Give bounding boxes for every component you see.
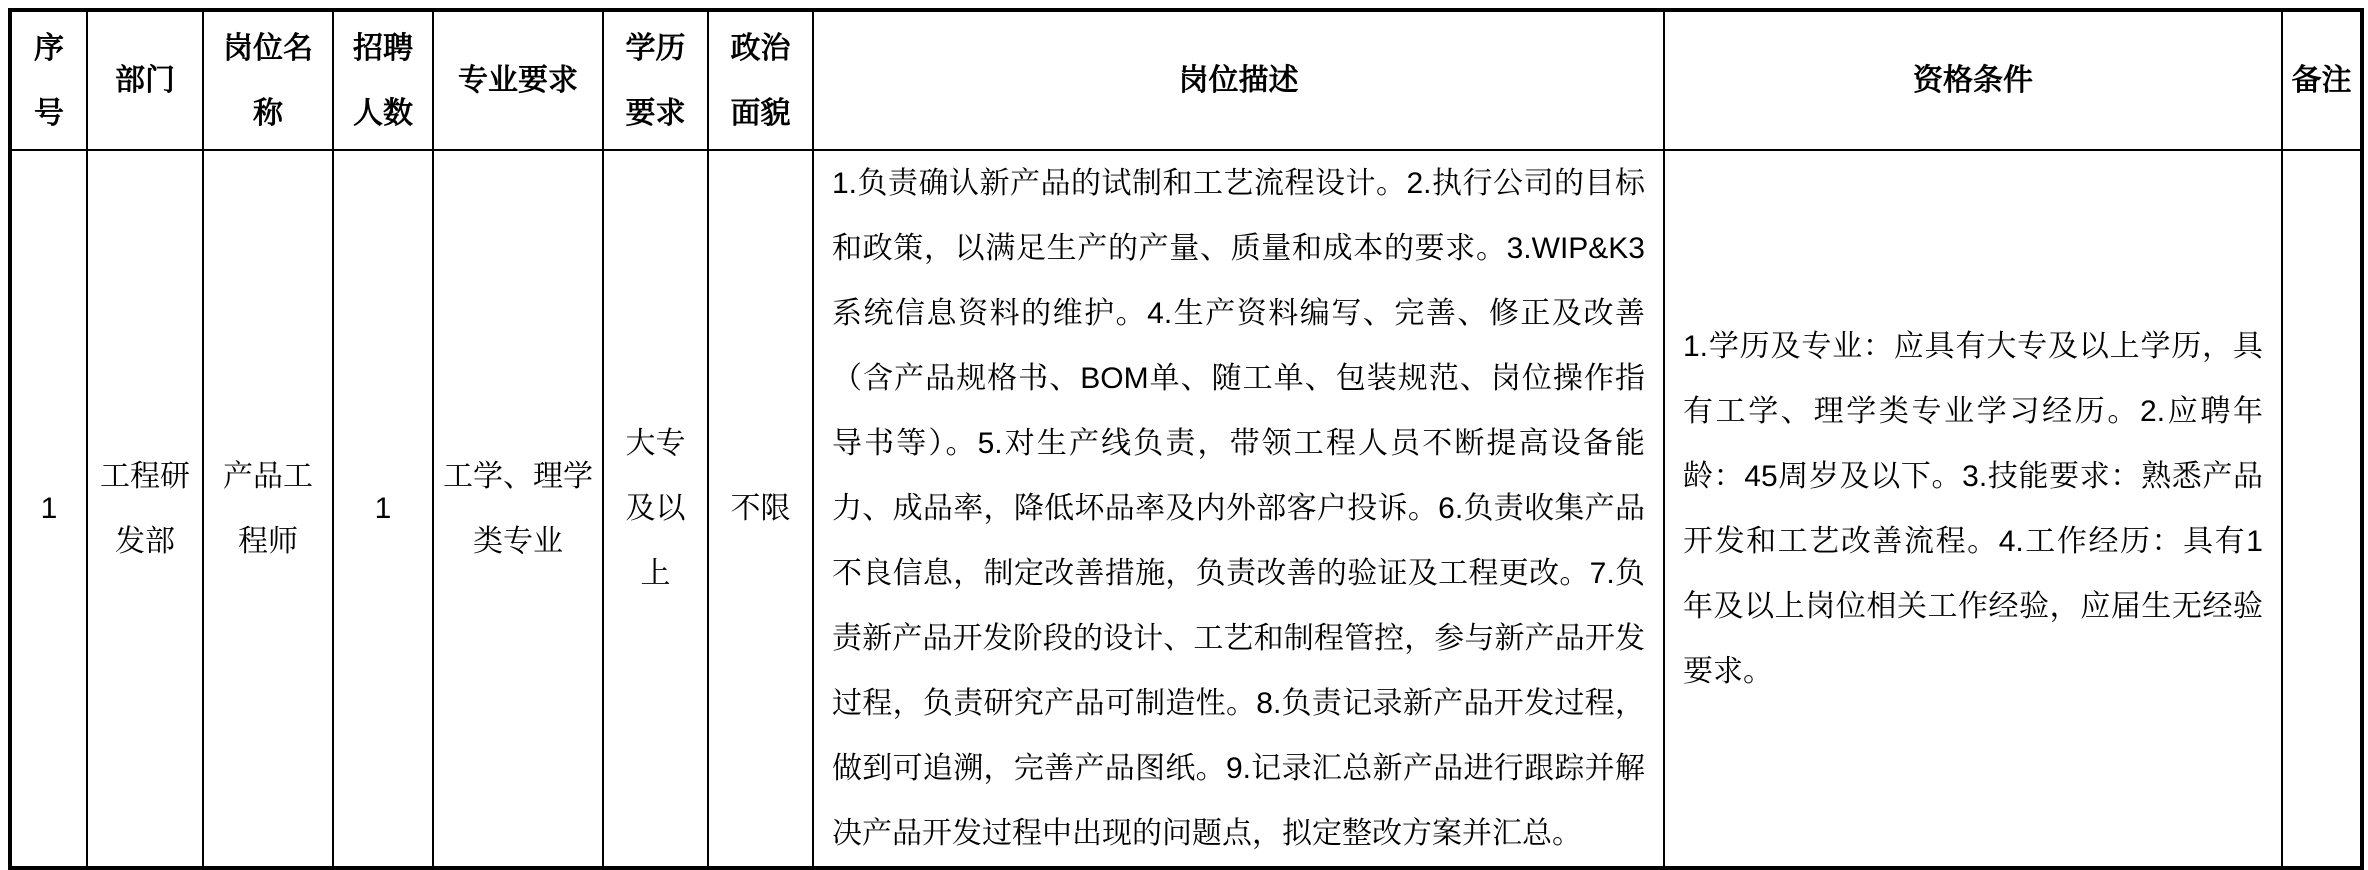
header-cell-department: 部门 [87, 10, 203, 150]
cell-description: 1.负责确认新产品的试制和工艺流程设计。2.执行公司的目标和政策，以满足生产的产量、质量和成本的要求。3.WIP&K3系统信息资料的维护。4.生产资料编写、完善、修正及改善（含产品规格书、BOM单、随工单、包装规范、岗位操作指导书等）。5.对生产线负责，带领工程人员不断提高设备能力、成品率，降低坏品率及内外部客户投诉。6.负责收集产品不良信息，制定改善措施，负责改善的验证及工程更改。7.负责新产品开发阶段的设计、工艺和制程管控，参与新产品开发过程，负责研究产品可制造性。8.负责记录新产品开发过程，做到可追溯，完善产品图纸。9.记录汇总新产品进行跟踪并解决产品开发过程中出现的问题点，拟定整改方案并汇总。 [813, 150, 1664, 868]
header-cell-description: 岗位描述 [813, 10, 1664, 150]
cell-qualification: 1.学历及专业：应具有大专及以上学历，具有工学、理学类专业学习经历。2.应聘年龄：45周岁及以下。3.技能要求：熟悉产品开发和工艺改善流程。4.工作经历：具有1年及以上岗位相关工作经验，应届生无经验要求。 [1664, 150, 2282, 868]
header-cell-position: 岗位名称 [203, 10, 333, 150]
header-cell-index: 序号 [10, 10, 87, 150]
cell-headcount: 1 [333, 150, 433, 868]
table-header-row [10, 10, 2362, 150]
header-cell-headcount: 招聘人数 [333, 10, 433, 150]
cell-department: 工程研发部 [87, 150, 203, 868]
cell-political: 不限 [708, 150, 813, 868]
cell-remark [2282, 150, 2362, 868]
table-row [10, 150, 2362, 868]
cell-education: 大专及以上 [603, 150, 708, 868]
header-cell-qualification: 资格条件 [1664, 10, 2282, 150]
cell-major: 工学、理学类专业 [433, 150, 603, 868]
header-cell-major: 专业要求 [433, 10, 603, 150]
header-cell-remark: 备注 [2282, 10, 2362, 150]
header-cell-education: 学历要求 [603, 10, 708, 150]
cell-index: 1 [10, 150, 87, 868]
header-cell-political: 政治面貌 [708, 10, 813, 150]
cell-position: 产品工程师 [203, 150, 333, 868]
recruitment-table [8, 8, 2364, 870]
